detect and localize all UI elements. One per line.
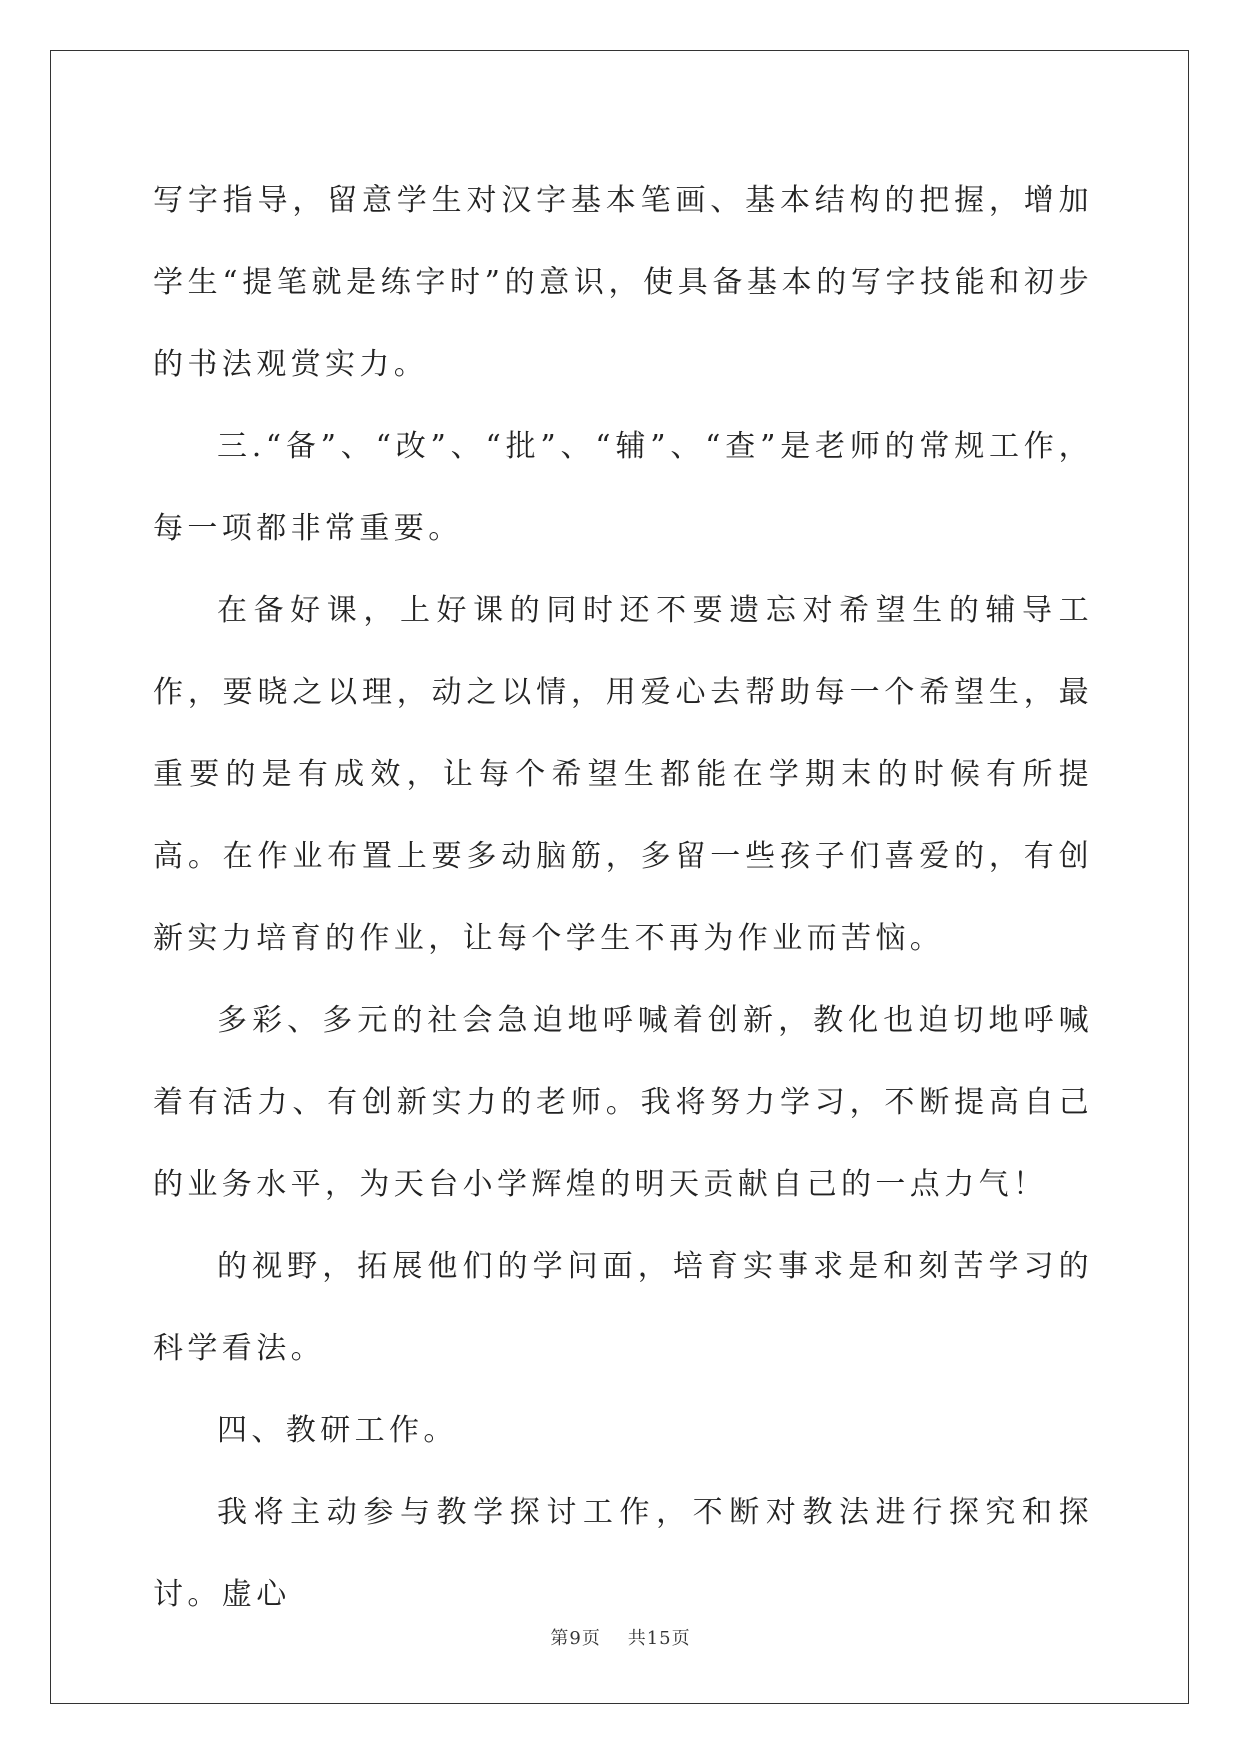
paragraph-5: 的视野，拓展他们的学问面，培育实事求是和刻苦学习的科学看法。 — [153, 1249, 1093, 1366]
paragraph-2: 三.“备”、“改”、“批”、“辅”、“查”是老师的常规工作，每一项都非常重要。 — [153, 429, 1093, 546]
paragraph-4: 多彩、多元的社会急迫地呼喊着创新，教化也迫切地呼喊着有活力、有创新实力的老师。我将努力学习，不断提高自己的业务水平，为天台小学辉煌的明天贡献自己的一点力气！ — [153, 1003, 1093, 1202]
page-total: 共15页 — [627, 1628, 691, 1649]
paragraph-1: 写字指导，留意学生对汉字基本笔画、基本结构的把握，增加学生“提笔就是练字时”的意识，使具备基本的写字技能和初步的书法观赏实力。 — [153, 183, 1093, 382]
page-number: 第9页 — [550, 1628, 601, 1649]
paragraph-3: 在备好课，上好课的同时还不要遗忘对希望生的辅导工作，要晓之以理，动之以情，用爱心去帮助每一个希望生，最重要的是有成效，让每个希望生都能在学期末的时候有所提高。在作业布置上要多动脑筋，多留一些孩子们喜爱的，有创新实力培育的作业，让每个学生不再为作业而苦恼。 — [153, 593, 1093, 956]
document-body — [153, 160, 1093, 1636]
page-footer — [0, 1624, 1241, 1650]
paragraph-7: 我将主动参与教学探讨工作，不断对教法进行探究和探讨。虚心 — [153, 1495, 1093, 1612]
section-heading-teaching-research: 四、教研工作。 — [217, 1413, 458, 1448]
